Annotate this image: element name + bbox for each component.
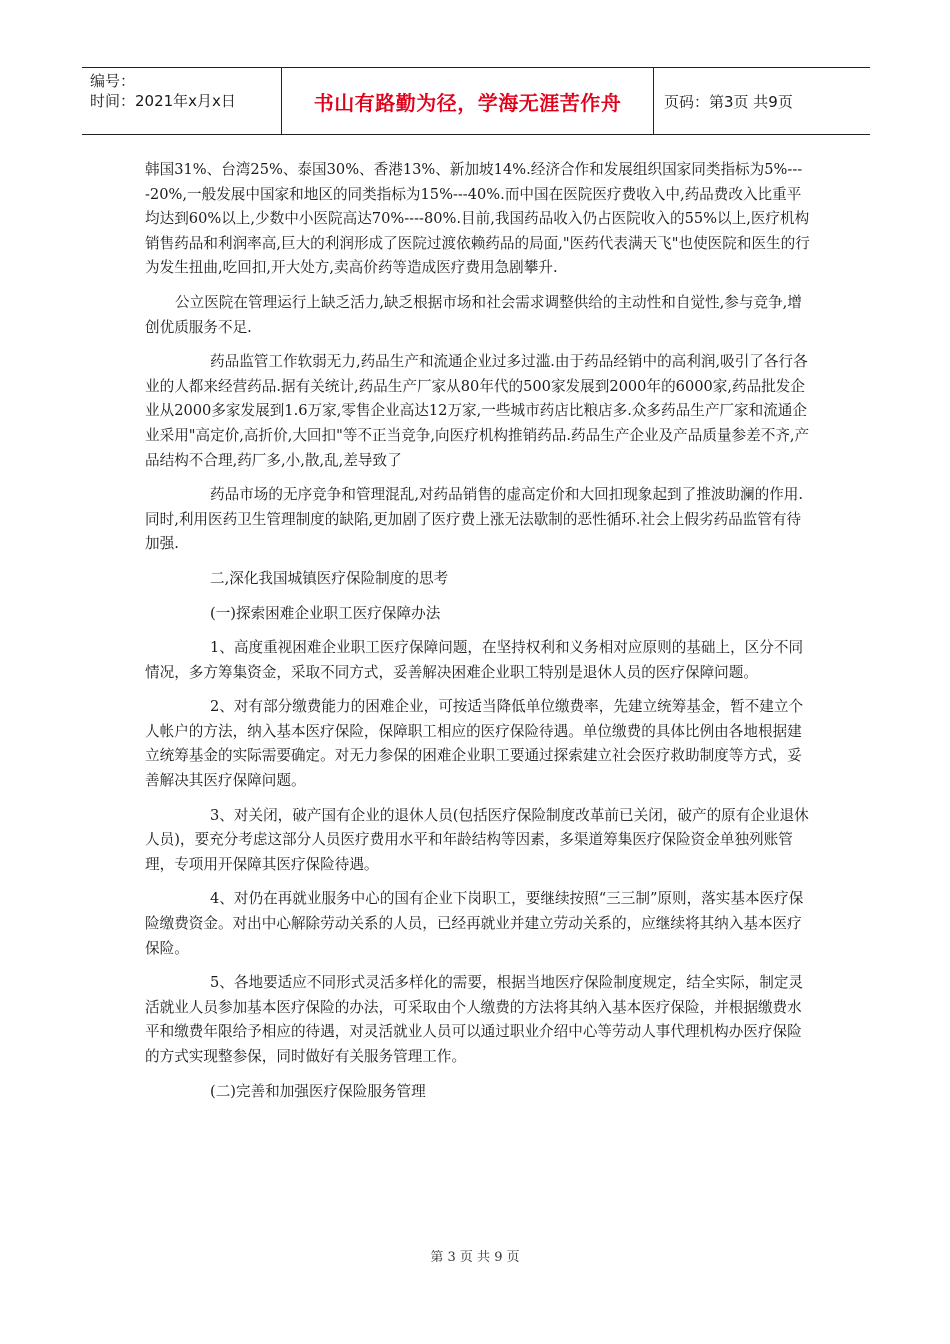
body-paragraph: 公立医院在管理运行上缺乏活力,缺乏根据市场和社会需求调整供给的主动性和自觉性,参与竞争,增创优质服务不足. bbox=[145, 293, 802, 336]
body-paragraph: 药品市场的无序竞争和管理混乱,对药品销售的虚高定价和大回扣现象起到了推波助澜的作用.同时,利用医药卫生管理制度的缺陷,更加剧了医疗费上涨无法歇制的恶性循环.社会上假劣药品监管有待加强. bbox=[145, 486, 804, 553]
header-motto: 书山有路勤为径，学海无涯苦作舟 bbox=[282, 68, 654, 134]
section-heading: 二,深化我国城镇医疗保险制度的思考 bbox=[210, 569, 449, 587]
page-header bbox=[82, 67, 870, 135]
body-paragraph: 3、对关闭，破产国有企业的退休人员(包括医疗保险制度改革前已关闭，破产的原有企业退休人员)，要充分考虑这部分人员医疗费用水平和年龄结构等因素，多渠道筹集医疗保险资金单独列账管理，专项用开保障其医疗保险待遇。 bbox=[145, 806, 809, 873]
header-meta bbox=[82, 68, 282, 134]
document-body bbox=[145, 158, 815, 1114]
body-paragraph: 4、对仍在再就业服务中心的国有企业下岗职工，要继续按照“三三制”原则，落实基本医疗保险缴费资金。对出中心解除劳动关系的人员，已经再就业并建立劳动关系的，应继续将其纳入基本医疗保险。 bbox=[145, 890, 804, 957]
document-date: 时间：2021年x月x日 bbox=[90, 92, 236, 110]
section-heading: (一)探索困难企业职工医疗保障办法 bbox=[210, 604, 441, 622]
body-paragraph: 药品监管工作软弱无力,药品生产和流通企业过多过滥.由于药品经销中的高利润,吸引了各行各业的人都来经营药品.据有关统计,药品生产厂家从80年代的500家发展到2000年的6000家,药品批发企业从2000多家发展到1.6万家,零售企业高达12万家,一些城市药店比粮店多.众多药品生产厂家和流通企业采用"高定价,高折价,大回扣"等不正当竞争,向医疗机构推销药品.药品生产企业及产品质量参差不齐,产品结构不合理,药厂多,小,散,乱,差导致了 bbox=[145, 353, 810, 469]
body-paragraph: 5、各地要适应不同形式灵活多样化的需要，根据当地医疗保险制度规定，结全实际，制定灵活就业人员参加基本医疗保险的办法，可采取由个人缴费的方法将其纳入基本医疗保险，并根据缴费水平和缴费年限给予相应的待遇，对灵活就业人员可以通过职业介绍中心等劳动人事代理机构办医疗保险的方式实现整参保，同时做好有关服务管理工作。 bbox=[145, 974, 804, 1065]
header-page-number: 页码：第3页 共9页 bbox=[664, 92, 793, 111]
page-footer: 第 3 页 共 9 页 bbox=[430, 1250, 520, 1265]
body-paragraph: 1、高度重视困难企业职工医疗保障问题，在坚持权利和义务相对应原则的基础上，区分不同情况，多方筹集资金，采取不同方式，妥善解决困难企业职工特别是退休人员的医疗保障问题。 bbox=[145, 639, 804, 681]
section-heading: (二)完善和加强医疗保险服务管理 bbox=[210, 1082, 426, 1100]
body-paragraph: 韩国31%、台湾25%、泰国30%、香港13%、新加坡14%.经济合作和发展组织国家同类指标为5%----20%,一般发展中国家和地区的同类指标为15%---40%.而中国在医院医疗费收入中,药品费改入比重平均达到60%以上,少数中小医院高达70%----80%.目前,我国药品收入仍占医院收入的55%以上,医疗机构销售药品和利润率高,巨大的利润形成了医院过渡依赖药品的局面,"医药代表满天飞"也使医院和医生的行为发生扭曲,吃回扣,开大处方,卖高价药等造成医疗费用急剧攀升. bbox=[145, 161, 810, 277]
document-number-label: 编号： bbox=[90, 72, 136, 90]
body-paragraph: 2、对有部分缴费能力的困难企业，可按适当降低单位缴费率，先建立统筹基金，暂不建立个人帐户的方法，纳入基本医疗保险，保障职工相应的医疗保险待遇。单位缴费的具体比例由各地根据建立统筹基金的实际需要确定。对无力参保的困难企业职工要通过探索建立社会医疗救助制度等方式，妥善解决其医疗保障问题。 bbox=[145, 698, 804, 790]
